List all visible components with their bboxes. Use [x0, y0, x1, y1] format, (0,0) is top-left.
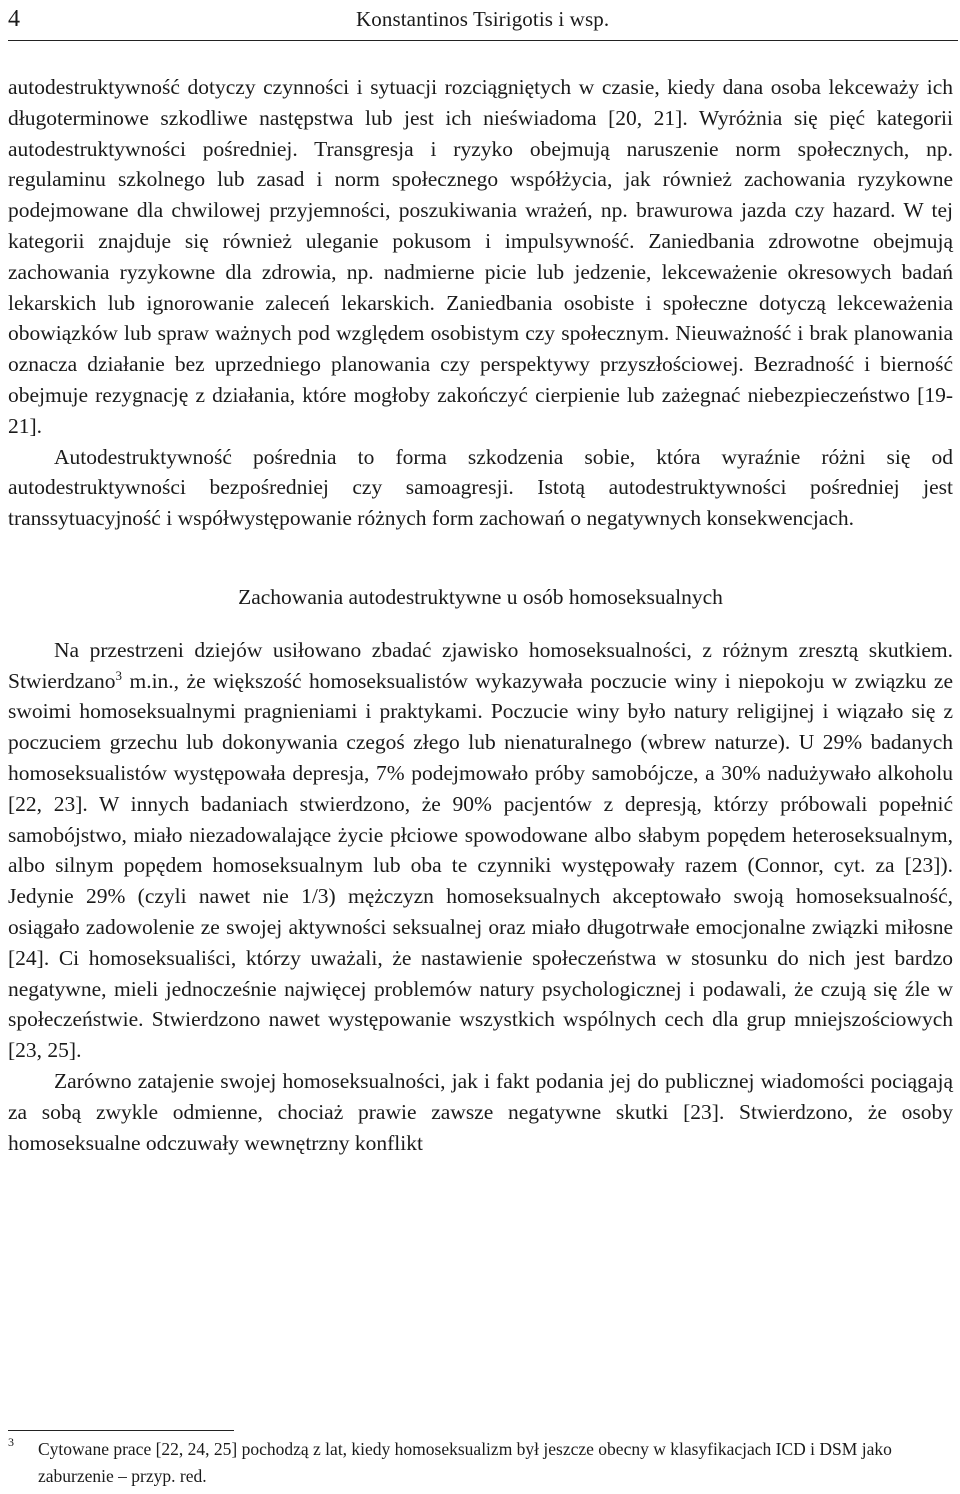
paragraph-history	[8, 635, 953, 1066]
body-text	[8, 72, 953, 1158]
footnote-text: Cytowane prace [22, 24, 25] pochodzą z lat, kiedy homoseksualizm był jeszcze obecny w klasyfikacjach ICD i DSM jako zaburzenie – przyp. red.	[38, 1439, 892, 1486]
footnote-separator	[8, 1430, 234, 1431]
page-number: 4	[8, 6, 20, 32]
paragraph-continued: autodestruktywność dotyczy czynności i sytuacji rozciągniętych w czasie, kiedy dana osoba lekceważy ich długoterminowe szkodliwe następstwa lub jest ich nieświadoma [20, 21]. Wyróżnia się pięć kategorii autodestruktywności pośredniej. Transgresja i ryzyko obejmują naruszenie norm społecznych, np. regulaminu szkolnego lub zasad i norm społecznego współżycia, jak również zachowania ryzykowne podejmowane dla chwilowej przyjemności, poszukiwania wrażeń, np. brawurowa jazda czy hazard. W tej kategorii znajduje się również uleganie pokusom i impulsywność. Zaniedbania zdrowotne obejmują zachowania ryzykowne dla zdrowia, np. nadmierne picie lub jedzenie, lekceważenie okresowych badań lekarskich lub ignorowanie zaleceń lekarskich. Zaniedbania osobiste i społeczne dotyczą lekceważenia obowiązków lub spraw ważnych pod względem osobistym czy społecznym. Nieuważność i brak planowania oznacza działanie bez uprzedniego planowania czy perspektywy przyszłościowej. Bezradność i bierność obejmuje rezygnację z działania, które mogłoby zakończyć cierpienie lub zażegnać niebezpieczeństwo [19-21].	[8, 75, 953, 438]
footnote	[8, 1436, 953, 1490]
paragraph-disclosure: Zarówno zatajenie swojej homoseksualności, jak i fakt podania jej do publicznej wiadomości pociągają za sobą zwykle odmienne, chociaż prawie zawsze negatywne skutki [23]. Stwierdzono, że osoby homoseksualne odczuwały wewnętrzny konflikt	[8, 1068, 953, 1155]
page-header	[8, 2, 958, 41]
footnote-marker: 3	[8, 1435, 14, 1449]
running-head: Konstantinos Tsirigotis i wsp.	[356, 7, 610, 31]
paragraph-history-part-2: m.in., że większość homoseksualistów wykazywała poczucie winy i niepokoju w związku ze swoimi homoseksualnymi pragnieniami i praktykami. Poczucie winy było natury religijnej i wiązało się z poczuciem grzechu lub dokonywania czegoś złego lub nienaturalnego (wbrew naturze). U 29% badanych homoseksualistów występowała depresja, 7% podejmowało próby samobójcze, a 30% nadużywało alkoholu [22, 23]. W innych badaniach stwierdzono, że 90% pacjentów z depresją, którzy próbowali popełnić samobójstwo, miało niezadowalające życie płciowe spowodowane albo słabym popędem heteroseksualnym, albo silnym popędem homoseksualnym lub oba te czynniki występowały razem (Connor, cyt. za [23]). Jedynie 29% (czyli nawet nie 1/3) mężczyzn homoseksualnych akceptowało swoją homoseksualność, osiągało zadowolenie ze swojej aktywności seksualnej oraz miało długotrwałe emocjonalne związki miłosne [24]. Ci homoseksualiści, którzy uważali, że nastawienie społeczeństwa w stosunku do nich jest bardzo negatywne, mieli jednocześnie najwięcej problemów natury psychologicznej i podawali, że czują się źle w społeczeństwie. Stwierdzono nawet występowanie wszystkich wspólnych cech dla grup mniejszościowych [23, 25].	[8, 668, 953, 1063]
footnote-reference: 3	[115, 667, 122, 683]
section-heading: Zachowania autodestruktywne u osób homoseksualnych	[238, 584, 723, 609]
paragraph-history-part-1: Na przestrzeni dziejów usiłowano zbadać zjawisko homoseksualności, z różnym zresztą skutkiem. Stwierdzano	[8, 637, 953, 693]
paragraph-indirect-autodestructiveness: Autodestruktywność pośrednia to forma szkodzenia sobie, która wyraźnie różni się od autodestruktywności bezpośredniej czy samoagresji. Istotą autodestruktywności pośredniej jest transsytuacyjność i współwystępowanie różnych form zachowań o negatywnych konsekwencjach.	[8, 444, 953, 531]
